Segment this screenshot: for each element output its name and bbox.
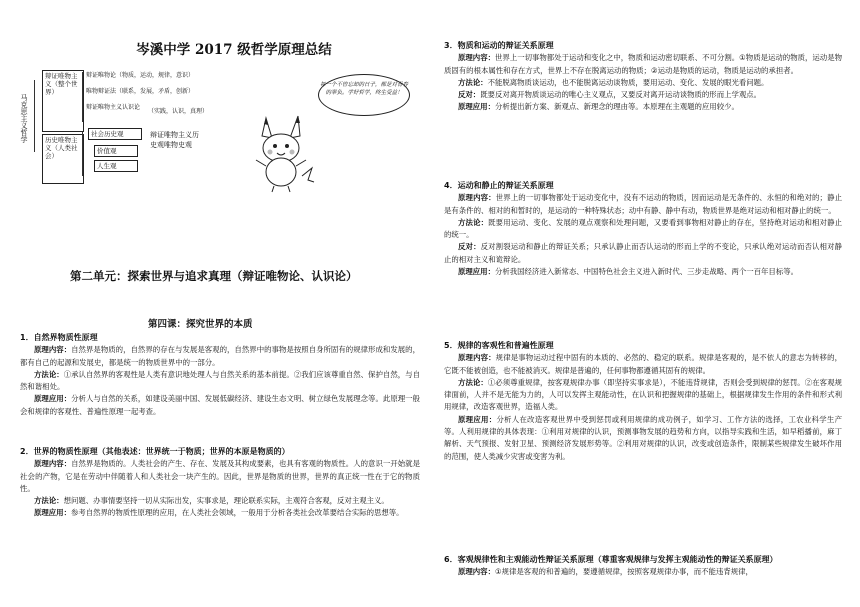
section-2 — [20, 446, 420, 520]
paragraph: 原理内容：自然界是物质的。人类社会的产生、存在、发展及其构成要素，也具有客观的物质性。人的意识一开始就是社会的产物，它是在劳动中伴随着人和人类社会一块产生的。因此，世界是物质的世界，世界的真正统一性在于它的物质性。 — [20, 459, 420, 493]
section-heading: 2．世界的物质性原理（其他表述：世界统一于物质；世界的本原是物质的） — [20, 447, 290, 456]
paragraph: 原理应用：参考自然界的物质性原理的应用，在人类社会领域，一般用于分析各类社会改革要结合实际的思想等。 — [34, 508, 404, 518]
paragraph: 方法论：不能脱离物质谈运动，也不能脱离运动谈物质，要用运动、变化、发展的眼光看问题。 — [458, 77, 769, 87]
paragraph: 原理内容：自然界是物质的，自然界的存在与发展是客观的，自然界中的事物是按照自身所固有的规律形成和发展的，都有自己的起源和发展史，都是统一的物质世界中的一部分。 — [20, 345, 420, 367]
paragraph: 原理内容：世界上一切事物都处于运动和变化之中，物质和运动密切联系、不可分割。①物质是运动的物质，运动是物质固有的根本属性和存在方式，世界上不存在脱离运动的物质；②运动是物质的运动，物质是运动的承担者。 — [444, 53, 842, 75]
page-title: 岑溪中学 2017 级哲学原理总结 — [136, 42, 332, 58]
mindmap-branch-historical: 历史唯物主义（人类社会） — [42, 134, 84, 184]
mindmap-bracket — [82, 72, 83, 122]
section-1 — [20, 332, 420, 418]
paragraph: 方法论：想问题、办事情要坚持一切从实际出发，实事求是，理论联系实际，主观符合客观，反对主观主义。 — [34, 496, 389, 506]
section-3 — [444, 40, 842, 114]
paragraph: 原理应用：分析人在改造客观世界中受到惩罚或利用规律的成功例子，如学习、工作方法的选择，工农业科学生产等。人利用规律的具体表现：①利用对规律的认识，预测事物发展的趋势和方向，以指导实践和生活，如早稻播前，麻丁解析、天气预报、发射卫星、预测经济发展形势等。②利用对规律的认识，改变或创造条件，限制某些规律发生破坏作用的范围，使人类减少灾害或变害为利。 — [444, 414, 842, 461]
paragraph: 原理应用：分析人与自然的关系，如建设美丽中国、发展低碳经济、建设生态文明、树立绿色发展理念等。此原理一般会和规律的客观性、普遍性原理一起考查。 — [20, 394, 420, 416]
mindmap-note: （实践，认识，真理） — [148, 108, 209, 115]
speech-bubble: 每一个不曾忘却的日子，都是对青春的辜负。学好哲学，终生受益！ — [318, 74, 410, 116]
section-heading: 4．运动和静止的辩证关系原理 — [444, 181, 554, 190]
section-6 — [444, 554, 842, 579]
section-heading: 5．规律的客观性和普遍性原理 — [444, 341, 554, 350]
mindmap-bracket — [34, 80, 35, 152]
paragraph: 原理内容：世界上的一切事物都处于运动变化中，没有不运动的物质，因而运动是无条件的、永恒的和绝对的；静止是有条件的、相对的和暂时的，是运动的一种特殊状态；动中有静、静中有动，物质世界是绝对运动和相对静止的统一。 — [444, 193, 842, 215]
mindmap-box-value: 价值观 — [94, 145, 138, 157]
paragraph: 反对：既要反对离开物质谈运动的唯心主义观点，又要反对离开运动谈物质的形而上学观点。 — [458, 90, 762, 100]
mindmap-box-history: 社会历史观 — [88, 128, 142, 140]
paragraph: 原理内容：①规律是客观的和普遍的，要遵循规律，按照客观规律办事，而不能违背规律， — [458, 567, 753, 577]
mindmap-branch-dialectical: 辩证唯物主义（整个世界） — [42, 70, 84, 132]
pikachu-mascot-icon — [246, 110, 316, 196]
section-4 — [444, 180, 842, 278]
paragraph: 原理应用：分析我国经济进入新常态、中国特色社会主义进入新时代、三步走战略、两个一百年目标等。 — [458, 267, 798, 277]
section-heading: 6．客观规律性和主观能动性辩证关系原理（尊重客观规律与发挥主观能动性的辩证关系原理） — [444, 555, 778, 564]
paragraph: 方法论：①承认自然界的客观性是人类有意识地处理人与自然关系的基本前提。②我们应该尊重自然、保护自然，与自然和谐相处。 — [20, 369, 420, 392]
section-5 — [444, 340, 842, 463]
paragraph: 原理内容：规律是事物运动过程中固有的本质的、必然的、稳定的联系。规律是客观的，是不依人的意志为转移的，它既不能被创造，也不能被消灭。规律是普遍的，任何事物都遵循其固有的规律。 — [444, 353, 842, 375]
mindmap-item: 辩证唯物论（物质，运动，规律，意识） — [86, 72, 195, 79]
paragraph: 方法论：既要用运动、变化、发展的观点观察和处理问题，又要看到事物相对静止的存在，坚持绝对运动和相对静止的统一。 — [444, 217, 842, 240]
section-heading: 3．物质和运动的辩证关系原理 — [444, 41, 554, 50]
mindmap-box-life: 人生观 — [94, 160, 138, 172]
paragraph: 反对：反对割裂运动和静止的辩证关系；只承认静止而否认运动的形而上学的不变论，只承认绝对运动而否认相对静止的相对主义和诡辩论。 — [444, 242, 842, 264]
mindmap-note: 辩证唯物主义历史观唯物史观 — [150, 131, 199, 149]
paragraph: 方法论：①必须尊重规律，按客观规律办事（即坚持实事求是），不能违背规律，否则会受到规律的惩罚。②在客观规律面前，人并不是无能为力的，人可以发挥主观能动性，在认识和把握规律的基础上，根据规律发生作用的条件和形式利用规律，改造客观世界，造福人类。 — [444, 377, 842, 412]
unit-title: 第二单元：探索世界与追求真理（辩证唯物论、认识论） — [70, 269, 358, 283]
mindmap-bracket — [82, 132, 83, 176]
lesson-title: 第四课：探究世界的本质 — [148, 319, 253, 330]
mindmap-item: 唯物辩证法（联系，发展，矛盾，创新） — [86, 88, 195, 95]
paragraph: 原理应用：分析提出新方案、新观点、新理念的理由等。本原理在主观题的应用较少。 — [458, 102, 739, 112]
section-heading: 1．自然界物质性原理 — [20, 333, 98, 342]
mindmap-item: 辩证唯物主义认识论 — [86, 104, 141, 111]
mindmap-root: 马克思主义哲学 — [20, 94, 28, 143]
